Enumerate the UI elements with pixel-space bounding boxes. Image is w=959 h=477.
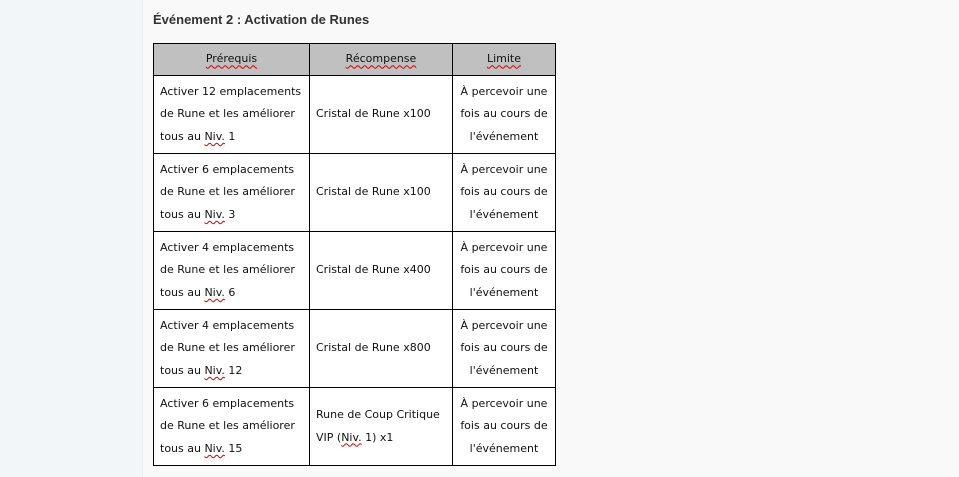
- prerequisite-text: [160, 85, 301, 143]
- limit-text: À percevoir une fois au cours de l'événement: [460, 84, 548, 143]
- table-row: [154, 232, 556, 310]
- limit-text: À percevoir une fois au cours de l'événement: [460, 240, 548, 299]
- limit-cell: [453, 76, 556, 154]
- reward-text: [316, 408, 440, 444]
- prerequisite-text-main: Activer 6 emplacements de Rune et les améliorer tous au: [160, 396, 295, 455]
- header-reward-label: Récompense: [345, 52, 417, 66]
- table-row: [154, 154, 556, 232]
- header-limit: [453, 44, 556, 76]
- prerequisite-text: [160, 319, 295, 377]
- reward-text-main: Cristal de Rune x100: [316, 107, 431, 121]
- table-row: [154, 76, 556, 154]
- level-number: 1: [224, 129, 236, 143]
- prerequisite-text-main: Activer 4 emplacements de Rune et les améliorer tous au: [160, 240, 295, 299]
- reward-text-main: Rune de Coup Critique VIP (: [316, 408, 440, 444]
- prerequisite-cell: [154, 76, 310, 154]
- prerequisite-text-main: Activer 6 emplacements de Rune et les améliorer tous au: [160, 162, 295, 221]
- document-content: [143, 0, 959, 477]
- reward-text: [316, 341, 431, 354]
- reward-text-main: Cristal de Rune x800: [316, 341, 431, 355]
- reward-text: [316, 185, 431, 198]
- reward-cell: [310, 76, 453, 154]
- level-number: 6: [224, 285, 236, 299]
- reward-level-word: Niv.: [341, 430, 362, 444]
- limit-cell: [453, 310, 556, 388]
- header-limit-label: Limite: [486, 52, 522, 66]
- level-word: Niv.: [204, 207, 225, 221]
- table-row: [154, 310, 556, 388]
- section-heading: Événement 2 : Activation de Runes: [153, 12, 370, 27]
- prerequisite-text-main: Activer 4 emplacements de Rune et les améliorer tous au: [160, 318, 295, 377]
- level-number: 15: [224, 441, 243, 455]
- level-word: Niv.: [204, 441, 225, 455]
- reward-text-main: Cristal de Rune x400: [316, 263, 431, 277]
- reward-cell: [310, 154, 453, 232]
- prerequisite-cell: [154, 154, 310, 232]
- prerequisite-text-main: Activer 12 emplacements de Rune et les améliorer tous au: [160, 84, 302, 143]
- table-header-row: [154, 44, 556, 76]
- prerequisite-cell: [154, 310, 310, 388]
- prerequisite-text: [160, 241, 295, 299]
- limit-text: À percevoir une fois au cours de l'événement: [460, 396, 548, 455]
- limit-cell: [453, 232, 556, 310]
- reward-text: [316, 263, 431, 276]
- limit-cell: [453, 154, 556, 232]
- limit-text: À percevoir une fois au cours de l'événement: [460, 318, 548, 377]
- reward-text: [316, 107, 431, 120]
- header-reward: [310, 44, 453, 76]
- reward-cell: [310, 232, 453, 310]
- level-word: Niv.: [204, 129, 225, 143]
- level-number: 3: [224, 207, 236, 221]
- level-word: Niv.: [204, 363, 225, 377]
- reward-text-end: 1) x1: [361, 430, 394, 444]
- header-prerequisite-label: Prérequis: [205, 52, 258, 66]
- reward-cell: [310, 388, 453, 466]
- header-prerequisite: [154, 44, 310, 76]
- reward-cell: [310, 310, 453, 388]
- reward-text-main: Cristal de Rune x100: [316, 185, 431, 199]
- prerequisite-cell: [154, 232, 310, 310]
- limit-cell: [453, 388, 556, 466]
- rewards-table: [153, 43, 556, 466]
- level-number: 12: [224, 363, 243, 377]
- limit-text: À percevoir une fois au cours de l'événement: [460, 162, 548, 221]
- table-row: [154, 388, 556, 466]
- left-margin: [0, 0, 143, 477]
- prerequisite-text: [160, 163, 295, 221]
- level-word: Niv.: [204, 285, 225, 299]
- prerequisite-cell: [154, 388, 310, 466]
- prerequisite-text: [160, 397, 295, 455]
